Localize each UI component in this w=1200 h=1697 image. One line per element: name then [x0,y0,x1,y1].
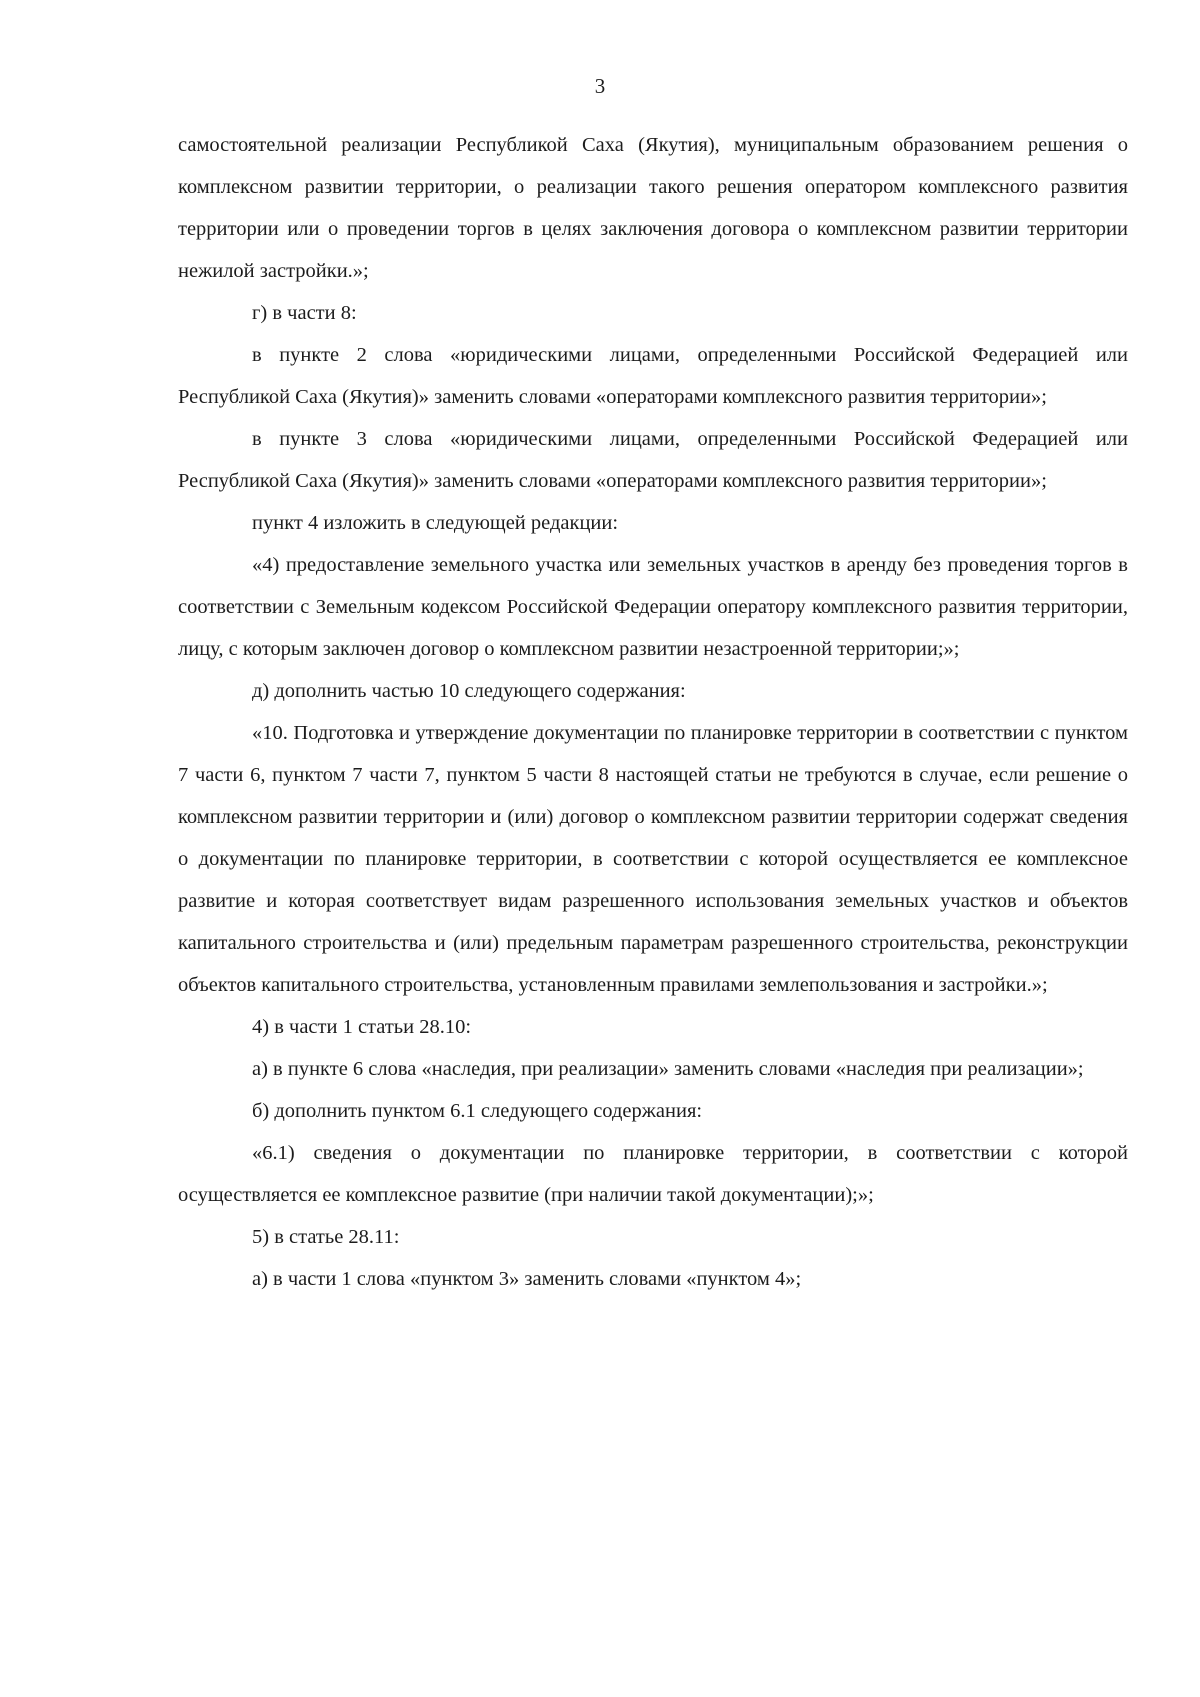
paragraph: г) в части 8: [252,302,357,324]
paragraph: 4) в части 1 статьи 28.10: [252,1016,472,1038]
paragraph: в пункте 2 слова «юридическими лицами, определенными Российской Федерацией или Республикой Саха (Якутия)» заменить словами «операторами комплексного развития территории»; [178,344,1128,408]
paragraph: самостоятельной реализации Республикой Саха (Якутия), муниципальным образованием решения о комплексном развитии территории, о реализации такого решения оператором комплексного развития территории или о проведении торгов в целях заключения договора о комплексном развитии территории нежилой застройки.»; [178,134,1128,282]
page-number: 3 [594,74,606,98]
paragraph: а) в пункте 6 слова «наследия, при реализации» заменить словами «наследия при реализации»; [252,1058,1084,1080]
paragraph: «4) предоставление земельного участка или земельных участков в аренду без проведения торгов в соответствии с Земельным кодексом Российской Федерации оператору комплексного развития территории, лицу, с которым заключен договор о комплексном развитии незастроенной территории;»; [178,554,1128,660]
paragraph: пункт 4 изложить в следующей редакции: [252,512,619,534]
paragraph: «6.1) сведения о документации по планировке территории, в соответствии с которой осуществляется ее комплексное развитие (при наличии такой документации);»; [178,1142,1128,1206]
paragraph: д) дополнить частью 10 следующего содержания: [252,680,686,702]
paragraph: 5) в статье 28.11: [252,1226,400,1248]
paragraph: в пункте 3 слова «юридическими лицами, определенными Российской Федерацией или Республикой Саха (Якутия)» заменить словами «операторами комплексного развития территории»; [178,428,1128,492]
document-body [178,124,1128,1300]
paragraph: б) дополнить пунктом 6.1 следующего содержания: [252,1100,703,1122]
paragraph: «10. Подготовка и утверждение документации по планировке территории в соответствии с пунктом 7 части 6, пунктом 7 части 7, пунктом 5 части 8 настоящей статьи не требуются в случае, если решение о комплексном развитии территории и (или) договор о комплексном развитии территории содержат сведения о документации по планировке территории, в соответствии с которой осуществляется ее комплексное развитие и которая соответствует видам разрешенного использования земельных участков и объектов капитального строительства и (или) предельным параметрам разрешенного строительства, реконструкции объектов капитального строительства, установленным правилами землепользования и застройки.»; [178,722,1128,996]
paragraph: а) в части 1 слова «пунктом 3» заменить словами «пунктом 4»; [252,1268,802,1290]
